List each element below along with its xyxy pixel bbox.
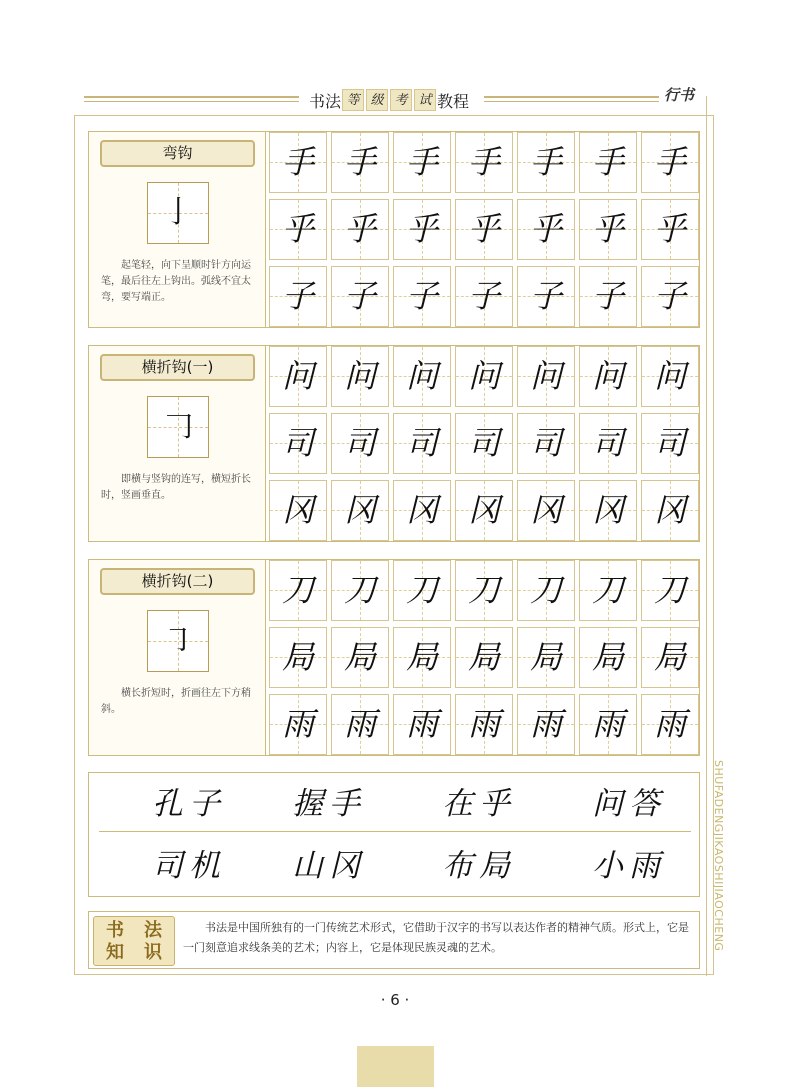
practice-row xyxy=(269,627,699,688)
title-badge: 等 xyxy=(342,89,364,111)
word-practice-box xyxy=(88,772,700,897)
practice-character: 雨 xyxy=(591,705,624,743)
practice-cell xyxy=(579,132,637,193)
practice-cell xyxy=(641,346,699,407)
book-title-left: 书法 xyxy=(309,91,342,111)
header-rule xyxy=(484,96,659,98)
practice-cell xyxy=(269,346,327,407)
practice-cell xyxy=(269,266,327,327)
stroke-section xyxy=(88,131,700,328)
practice-row xyxy=(269,266,699,327)
practice-cell xyxy=(269,199,327,260)
practice-cell xyxy=(517,199,575,260)
knowledge-badge-char: 法 xyxy=(144,920,162,941)
practice-character: 乎 xyxy=(529,210,562,248)
practice-word: 司机 xyxy=(152,848,226,884)
practice-cell xyxy=(517,346,575,407)
practice-cell xyxy=(331,199,389,260)
practice-character: 乎 xyxy=(591,210,624,248)
practice-cell xyxy=(393,627,451,688)
stroke-demo-box xyxy=(147,610,209,672)
practice-cell xyxy=(641,627,699,688)
page-tab xyxy=(357,1046,434,1087)
page-number: · 6 · xyxy=(380,991,410,1009)
practice-cell xyxy=(393,266,451,327)
stroke-demo-box xyxy=(147,396,209,458)
practice-character: 问 xyxy=(343,357,376,395)
practice-cell xyxy=(331,266,389,327)
stroke-name-label: 横折钩(二) xyxy=(100,568,255,595)
book-title xyxy=(309,88,469,112)
practice-character: 局 xyxy=(405,638,438,676)
practice-character: 冈 xyxy=(591,491,624,529)
practice-cell xyxy=(579,480,637,541)
practice-cell xyxy=(393,132,451,193)
stroke-name-label: 横折钩(一) xyxy=(100,354,255,381)
practice-character: 手 xyxy=(653,143,686,181)
practice-character: 冈 xyxy=(467,491,500,529)
practice-cell xyxy=(269,560,327,621)
practice-cell xyxy=(455,132,513,193)
practice-character: 雨 xyxy=(405,705,438,743)
practice-cell xyxy=(517,694,575,755)
practice-character: 子 xyxy=(467,277,500,315)
stroke-section xyxy=(88,345,700,542)
practice-character: 手 xyxy=(467,143,500,181)
practice-cell xyxy=(517,480,575,541)
practice-character: 问 xyxy=(529,357,562,395)
practice-cell xyxy=(455,266,513,327)
practice-character: 乎 xyxy=(405,210,438,248)
practice-cell xyxy=(517,560,575,621)
practice-cell xyxy=(517,413,575,474)
practice-character: 手 xyxy=(343,143,376,181)
practice-cell xyxy=(269,480,327,541)
practice-cell xyxy=(269,413,327,474)
practice-cell xyxy=(331,694,389,755)
practice-character: 子 xyxy=(281,277,314,315)
stroke-demo-glyph: 𠃌 xyxy=(163,409,193,444)
practice-character: 问 xyxy=(281,357,314,395)
practice-cell xyxy=(579,346,637,407)
stroke-demo-box xyxy=(147,182,209,244)
practice-grid xyxy=(269,132,699,327)
practice-word: 问答 xyxy=(592,786,666,822)
practice-row xyxy=(269,560,699,621)
practice-character: 局 xyxy=(529,638,562,676)
practice-character: 乎 xyxy=(343,210,376,248)
practice-character: 手 xyxy=(591,143,624,181)
practice-cell xyxy=(455,627,513,688)
knowledge-badge-char: 识 xyxy=(144,942,162,963)
practice-character: 乎 xyxy=(281,210,314,248)
practice-cell xyxy=(579,560,637,621)
practice-row xyxy=(269,694,699,755)
stroke-description: 即横与竖钩的连写，横短折长时，竖画垂直。 xyxy=(101,474,251,501)
header-rule xyxy=(84,101,299,102)
practice-cell xyxy=(517,132,575,193)
practice-cell xyxy=(269,694,327,755)
practice-character: 刀 xyxy=(343,571,376,609)
practice-cell xyxy=(517,266,575,327)
practice-character: 雨 xyxy=(653,705,686,743)
practice-cell xyxy=(393,413,451,474)
practice-character: 刀 xyxy=(591,571,624,609)
practice-cell xyxy=(331,413,389,474)
practice-cell xyxy=(641,694,699,755)
practice-cell xyxy=(579,694,637,755)
practice-character: 局 xyxy=(281,638,314,676)
practice-character: 刀 xyxy=(281,571,314,609)
practice-cell xyxy=(455,199,513,260)
stroke-info-column xyxy=(89,346,266,541)
practice-character: 局 xyxy=(343,638,376,676)
knowledge-text: 书法是中国所独有的一门传统艺术形式，它借助于汉字的书写以表达作者的精神气质。形式上，它是一门刻意追求线条美的艺术；内容上，它是体现民族灵魂的艺术。 xyxy=(183,921,689,954)
practice-cell xyxy=(393,694,451,755)
practice-character: 冈 xyxy=(653,491,686,529)
practice-word: 在乎 xyxy=(442,786,516,822)
stroke-demo-glyph: ㇆ xyxy=(163,623,193,658)
knowledge-badge xyxy=(93,916,175,966)
practice-cell xyxy=(269,132,327,193)
practice-row xyxy=(269,413,699,474)
practice-character: 司 xyxy=(467,424,500,462)
practice-cell xyxy=(641,132,699,193)
practice-character: 冈 xyxy=(405,491,438,529)
practice-character: 乎 xyxy=(467,210,500,248)
practice-cell xyxy=(455,413,513,474)
practice-word: 握手 xyxy=(292,786,366,822)
practice-word: 山冈 xyxy=(292,848,366,884)
practice-character: 子 xyxy=(405,277,438,315)
practice-word: 小雨 xyxy=(592,848,666,884)
practice-character: 冈 xyxy=(529,491,562,529)
practice-character: 局 xyxy=(591,638,624,676)
practice-character: 子 xyxy=(529,277,562,315)
practice-character: 雨 xyxy=(343,705,376,743)
knowledge-badge-char: 书 xyxy=(106,920,124,941)
practice-character: 问 xyxy=(591,357,624,395)
practice-character: 局 xyxy=(653,638,686,676)
practice-character: 刀 xyxy=(405,571,438,609)
practice-grid xyxy=(269,346,699,541)
practice-word: 布局 xyxy=(442,848,516,884)
practice-row xyxy=(269,199,699,260)
practice-character: 子 xyxy=(591,277,624,315)
practice-character: 司 xyxy=(653,424,686,462)
practice-word: 孔子 xyxy=(152,786,226,822)
practice-character: 乎 xyxy=(653,210,686,248)
practice-cell xyxy=(579,627,637,688)
stroke-section xyxy=(88,559,700,756)
practice-character: 司 xyxy=(281,424,314,462)
stroke-demo-glyph: 亅 xyxy=(163,195,193,230)
stroke-name-label: 弯钩 xyxy=(100,140,255,167)
stroke-description: 起笔轻，向下呈顺时针方向运笔，最后往左上钩出。弧线不宜太弯，要写端正。 xyxy=(101,260,251,303)
word-divider xyxy=(99,831,691,832)
header-rule xyxy=(84,96,299,98)
stroke-info-column xyxy=(89,560,266,755)
practice-character: 司 xyxy=(529,424,562,462)
practice-character: 刀 xyxy=(467,571,500,609)
practice-cell xyxy=(393,199,451,260)
practice-cell xyxy=(455,560,513,621)
practice-character: 手 xyxy=(281,143,314,181)
practice-character: 司 xyxy=(591,424,624,462)
book-title-right: 教程 xyxy=(437,91,470,111)
practice-character: 问 xyxy=(653,357,686,395)
header-rule xyxy=(484,101,659,102)
practice-grid xyxy=(269,560,699,755)
practice-cell xyxy=(455,694,513,755)
practice-character: 刀 xyxy=(529,571,562,609)
page-header xyxy=(84,84,704,114)
practice-character: 局 xyxy=(467,638,500,676)
stroke-info-column xyxy=(89,132,266,327)
practice-cell xyxy=(455,346,513,407)
practice-character: 子 xyxy=(343,277,376,315)
side-pinyin xyxy=(712,760,734,990)
practice-character: 司 xyxy=(405,424,438,462)
knowledge-badge-char: 知 xyxy=(106,942,124,963)
practice-row xyxy=(269,480,699,541)
practice-cell xyxy=(393,346,451,407)
practice-cell xyxy=(579,413,637,474)
practice-cell xyxy=(269,627,327,688)
practice-cell xyxy=(517,627,575,688)
practice-cell xyxy=(641,266,699,327)
practice-cell xyxy=(331,346,389,407)
practice-cell xyxy=(455,480,513,541)
practice-character: 刀 xyxy=(653,571,686,609)
practice-cell xyxy=(393,480,451,541)
practice-character: 司 xyxy=(343,424,376,462)
practice-character: 冈 xyxy=(281,491,314,529)
practice-cell xyxy=(331,132,389,193)
page-frame-side-rule xyxy=(706,96,707,976)
practice-cell xyxy=(331,480,389,541)
practice-cell xyxy=(641,560,699,621)
calligraphy-knowledge-box xyxy=(88,911,700,969)
practice-character: 冈 xyxy=(343,491,376,529)
practice-cell xyxy=(331,627,389,688)
practice-cell xyxy=(393,560,451,621)
title-badge: 试 xyxy=(414,89,436,111)
practice-character: 问 xyxy=(467,357,500,395)
practice-cell xyxy=(641,480,699,541)
practice-cell xyxy=(579,199,637,260)
practice-character: 手 xyxy=(405,143,438,181)
practice-character: 问 xyxy=(405,357,438,395)
practice-character: 子 xyxy=(653,277,686,315)
title-badge: 考 xyxy=(390,89,412,111)
stroke-description: 横长折短时，折画往左下方稍斜。 xyxy=(101,688,251,715)
practice-character: 雨 xyxy=(281,705,314,743)
practice-cell xyxy=(641,199,699,260)
book-style-label: 行书 xyxy=(664,86,695,104)
practice-row xyxy=(269,132,699,193)
side-pinyin-text: SHUFADENGJIKAOSHIJIAOCHENG xyxy=(712,760,725,952)
practice-cell xyxy=(579,266,637,327)
practice-cell xyxy=(331,560,389,621)
practice-cell xyxy=(641,413,699,474)
practice-character: 雨 xyxy=(467,705,500,743)
practice-row xyxy=(269,346,699,407)
title-badge: 级 xyxy=(366,89,388,111)
practice-character: 手 xyxy=(529,143,562,181)
practice-character: 雨 xyxy=(529,705,562,743)
